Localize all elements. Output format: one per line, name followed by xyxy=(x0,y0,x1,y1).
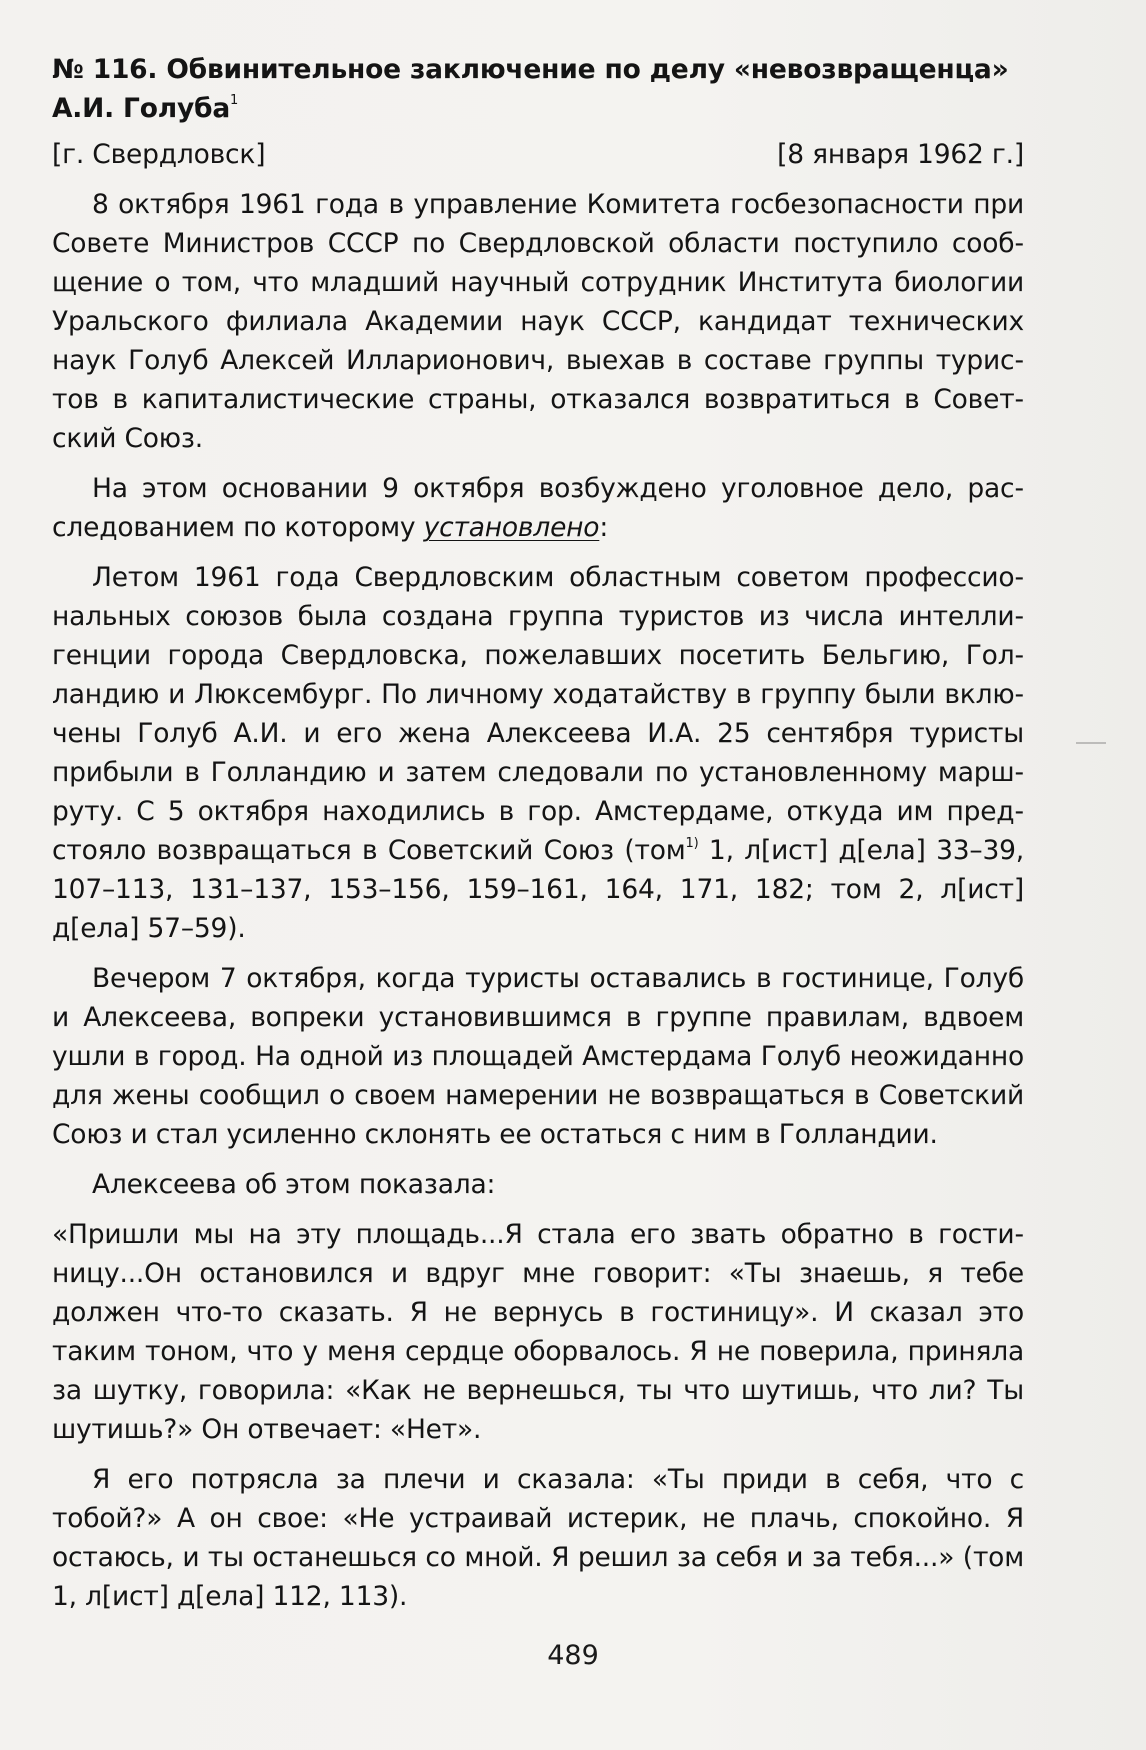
emphasis-established: установлено xyxy=(423,512,600,543)
paragraph-3-text: Летом 1961 года Свердловским областным советом профессиональных союзов была создана группа туристов из числа интеллигенции города Свердловска, пожелавших посетить Бельгию, Голландию и Люксембург. По личному ходатайству в группу были включены Голуб А.И. и его жена Алексеева И.А. 25 сентября туристы прибыли в Голландию и затем следовали по установленному маршруту. С 5 октября находились в гор. Амстердаме, откуда им предстояло возвращаться в Советский Союз (том xyxy=(52,562,1024,866)
paragraph-5: Алексеева об этом показала: xyxy=(92,1169,496,1200)
page-number: 489 xyxy=(547,1640,599,1671)
title-line-2: А.И. Голуба xyxy=(52,93,231,124)
title-line-1: № 116. Обвинительное заключение по делу «невозвращенца» xyxy=(52,54,1009,85)
paragraph-3 xyxy=(52,558,1024,948)
paragraph-2 xyxy=(52,469,1024,547)
paragraph-2-colon: : xyxy=(599,512,609,543)
title-footnote-marker: 1 xyxy=(230,93,239,108)
document-place: [г. Свердловск] xyxy=(52,139,266,170)
paragraph-1: 8 октября 1961 года в управление Комитета госбезопасности при Совете Министров СССР по Свердловской области поступило сообщение о том, что младший научный сотрудник Института биологии Уральского филиала Академии наук СССР, кандидат технических наук Голуб Алексей Илларионович, выехав в составе группы туристов в капиталистические страны, отказался возвратиться в Советский Союз. xyxy=(52,189,1024,454)
footnote-marker: 1) xyxy=(685,836,699,851)
margin-mark xyxy=(1076,742,1106,744)
place-date-line xyxy=(52,135,1024,174)
paragraph-3-refs: 1, л[ист] д[ела] 33–39, 107–113, 131–137, 153–156, 159–161, 164, 171, 182; том 2, л[ист] д[ела] 57–59). xyxy=(52,835,1024,944)
paragraph-2-text: На этом основании 9 октября возбуждено уголовное дело, расследованием по которому xyxy=(52,473,1024,543)
document-title xyxy=(52,50,1024,128)
paragraph-6-quote: «Пришли мы на эту площадь...Я стала его звать обратно в гостиницу...Он остановился и вдруг мне говорит: «Ты знаешь, я тебе должен что-то сказать. Я не вернусь в гостиницу». И сказал это таким тоном, что у меня сердце оборвалось. Я не поверила, приняла за шутку, говорила: «Как не вернешься, ты что шутишь, что ли? Ты шутишь?» Он отвечает: «Нет». xyxy=(52,1219,1024,1445)
document-date: [8 января 1962 г.] xyxy=(777,139,1024,170)
paragraph-7-quote: Я его потрясла за плечи и сказала: «Ты приди в себя, что с тобой?» А он свое: «Не устраивай истерик, не плачь, спокойно. Я остаюсь, и ты останешься со мной. Я решил за себя и за тебя...» (том 1, л[ист] д[ела] 112, 113). xyxy=(52,1464,1024,1612)
paragraph-4: Вечером 7 октября, когда туристы оставались в гостинице, Голуб и Алексеева, вопреки установившимся в группе правилам, вдвоем ушли в город. На одной из площадей Амстердама Голуб неожиданно для жены сообщил о своем намерении не возвращаться в Советский Союз и стал усиленно склонять ее остаться с ним в Голландии. xyxy=(52,963,1024,1150)
document-body xyxy=(52,50,1024,1627)
